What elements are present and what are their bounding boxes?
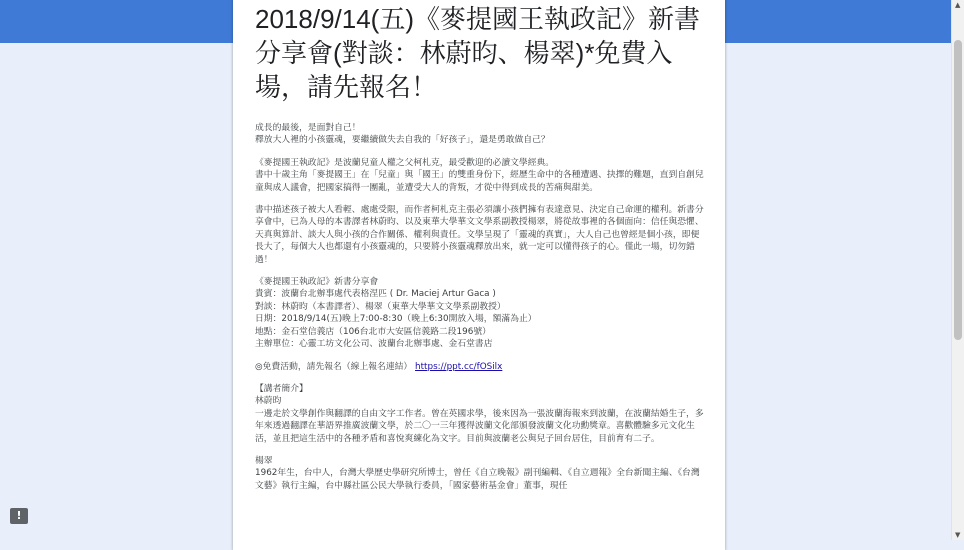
- summary-paragraph: [255, 157, 705, 194]
- speaker-section: [255, 383, 705, 445]
- intro-line: 成長的最後，是面對自己！: [255, 123, 361, 133]
- page-scrollbar[interactable]: [951, 0, 964, 540]
- signup-link[interactable]: https://ppt.cc/fOSilx: [415, 361, 503, 372]
- scrollbar-thumb[interactable]: [954, 40, 962, 340]
- speakers-heading: 【講者簡介】: [255, 383, 308, 394]
- speaker-name: 楊翠: [255, 455, 273, 466]
- scroll-down-icon[interactable]: ▼: [955, 531, 961, 539]
- event-date: 日期：2018/9/14(五)晚上7:00-8:30（晚上6:30開放入場，額滿為止）: [255, 314, 537, 325]
- signup-text: ◎免費活動，請先報名（線上報名連結）: [255, 361, 413, 372]
- summary-line: 《麥提國王執政記》是波蘭兒童人權之父柯札克，最受歡迎的必讀文學經典。: [255, 157, 555, 168]
- speaker-section: [255, 455, 705, 492]
- event-details: [255, 276, 705, 350]
- speaker-name: 林蔚昀: [255, 396, 282, 407]
- description-text: 書中描述孩子被大人看輕、處處受限，而作者柯札克主張必須讓小孩們擁有表達意見、決定自己命運的權利。新書分享會中，已為人母的本書譯者林蔚昀、以及東華大學華文文學系副教授楊翠，將從故事裡的各個面向：信任與恐懼、天真與算計、談大人與小孩的合作關係、權利與責任。文學呈現了「靈魂的真實」，大人自己也曾經是個小孩，即便長大了，每個大人也都還有小孩靈魂的，只要將小孩靈魂釋放出來，就一定可以懂得孩子的心。僅此一場，切勿錯過！: [255, 205, 704, 265]
- scroll-up-icon[interactable]: ▲: [955, 1, 961, 9]
- intro-paragraph: [255, 122, 705, 147]
- speaker-bio: 一邊走於文學創作與翻譯的自由文字工作者。曾在英國求學，後來因為一張波蘭海報來到波蘭，在波蘭結婚生子，多年來透過翻譯在華語界推廣波蘭文學，於二〇一三年獲得波蘭文化部頒發波蘭文化功勳獎章。喜歡體驗多元文化生活，並且把這生活中的各種矛盾和喜悅爽練化為文字。目前與波蘭老公與兒子回台居住，目前育有二子。: [255, 408, 704, 444]
- form-card: [233, 0, 725, 550]
- feedback-icon[interactable]: !: [10, 508, 28, 524]
- event-organizer: 主辦單位：心靈工坊文化公司、波蘭台北辦事處、金石堂書店: [255, 339, 493, 350]
- event-heading: 《麥提國王執政記》新書分享會: [255, 277, 379, 288]
- summary-line: 書中十歲主角「麥提國王」在「兒童」與「國王」的雙重身份下，經歷生命中的各種遭遇、抉擇的難題，直到自創兒童與成人議會，把國家搞得一團亂，並遭受大人的背叛，才從中得到成長的苦痛與甜美。: [255, 170, 704, 193]
- form-description: [255, 122, 705, 492]
- speaker-bio: 1962年生，台中人，台灣大學歷史學研究所博士，曾任《自立晚報》副刊編輯、《自立週報》全台新聞主編、《台灣文藝》執行主編，台中縣社區公民大學執行委員，「國家藝術基金會」董事，現任: [255, 468, 700, 491]
- event-talk: 對談：林蔚昀（本書譯者）、楊翠（東華大學華文文學系副教授）: [255, 301, 506, 312]
- event-host: 貴賓：波蘭台北辦事處代表格涅匹 ( Dr. Maciej Artur Gaca ): [255, 289, 496, 300]
- event-place: 地點：金石堂信義店（106台北市大安區信義路二段196號）: [255, 326, 491, 337]
- intro-line: 釋放大人裡的小孩靈魂，要繼續做失去自我的「好孩子」，還是勇敢做自己？: [255, 135, 550, 146]
- description-paragraph: [255, 204, 705, 266]
- form-title: 2018/9/14(五)《麥提國王執政記》新書分享會(對談：林蔚昀、楊翠)*免費入場，請先報名！: [255, 4, 700, 102]
- signup-line: [255, 361, 705, 373]
